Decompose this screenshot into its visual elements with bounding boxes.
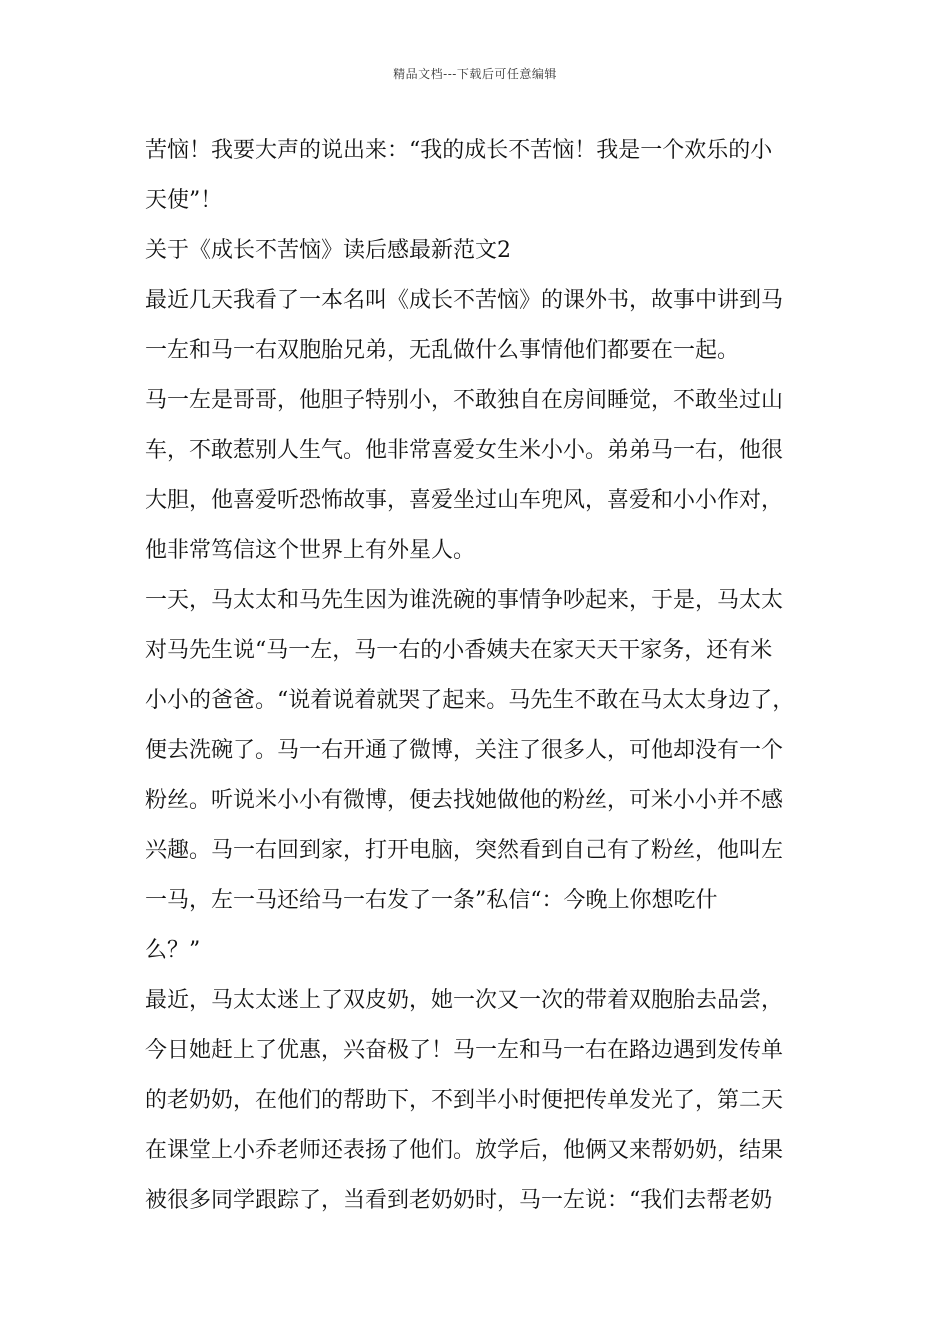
text-line: 的老奶奶，在他们的帮助下，不到半小时便把传单发光了，第二天 xyxy=(145,1088,784,1113)
text-line: 一马，左一马还给马一右发了一条”私信“：今晚上你想吃什 xyxy=(145,888,718,913)
text-line: 对马先生说“马一左，马一右的小香姨夫在家天天干家务，还有米 xyxy=(145,638,773,663)
text-line: 苦恼！我要大声的说出来：“我的成长不苦恼！我是一个欢乐的小 xyxy=(145,138,773,163)
text-line: 兴趣。马一右回到家，打开电脑，突然看到自己有了粉丝，他叫左 xyxy=(145,838,784,863)
text-line: 便去洗碗了。马一右开通了微博，关注了很多人，可他却没有一个 xyxy=(145,738,784,763)
text-line: 一天，马太太和马先生因为谁洗碗的事情争吵起来，于是，马太太 xyxy=(145,588,784,613)
text-line: 被很多同学跟踪了，当看到老奶奶时，马一左说：“我们去帮老奶 xyxy=(145,1188,773,1213)
section-heading: 关于《成长不苦恼》读后感最新范文2 xyxy=(145,238,511,263)
text-line: 在课堂上小乔老师还表扬了他们。放学后，他俩又来帮奶奶，结果 xyxy=(145,1138,784,1163)
text-line: 车，不敢惹别人生气。他非常喜爱女生米小小。弟弟马一右，他很 xyxy=(145,438,784,463)
text-line: 一左和马一右双胞胎兄弟，无乱做什么事情他们都要在一起。 xyxy=(145,338,740,363)
page-header: 精品文档---下载后可任意编辑 xyxy=(393,67,557,81)
text-line: 最近几天我看了一本名叫《成长不苦恼》的课外书，故事中讲到马 xyxy=(145,288,784,313)
document-body xyxy=(145,126,835,1226)
text-line: 大胆，他喜爱听恐怖故事，喜爱坐过山车兜风，喜爱和小小作对， xyxy=(145,488,784,513)
text-line: 粉丝。听说米小小有微博，便去找她做他的粉丝，可米小小并不感 xyxy=(145,788,784,813)
text-line: 最近，马太太迷上了双皮奶，她一次又一次的带着双胞胎去品尝， xyxy=(145,988,784,1013)
text-line: 么？” xyxy=(145,938,201,963)
text-line: 天使”！ xyxy=(145,188,223,213)
text-line: 他非常笃信这个世界上有外星人。 xyxy=(145,538,476,563)
text-line: 今日她赶上了优惠，兴奋极了！马一左和马一右在路边遇到发传单 xyxy=(145,1038,784,1063)
text-line: 马一左是哥哥，他胆子特别小，不敢独自在房间睡觉，不敢坐过山 xyxy=(145,388,784,413)
text-line: 小小的爸爸。“说着说着就哭了起来。马先生不敢在马太太身边了， xyxy=(145,688,795,713)
